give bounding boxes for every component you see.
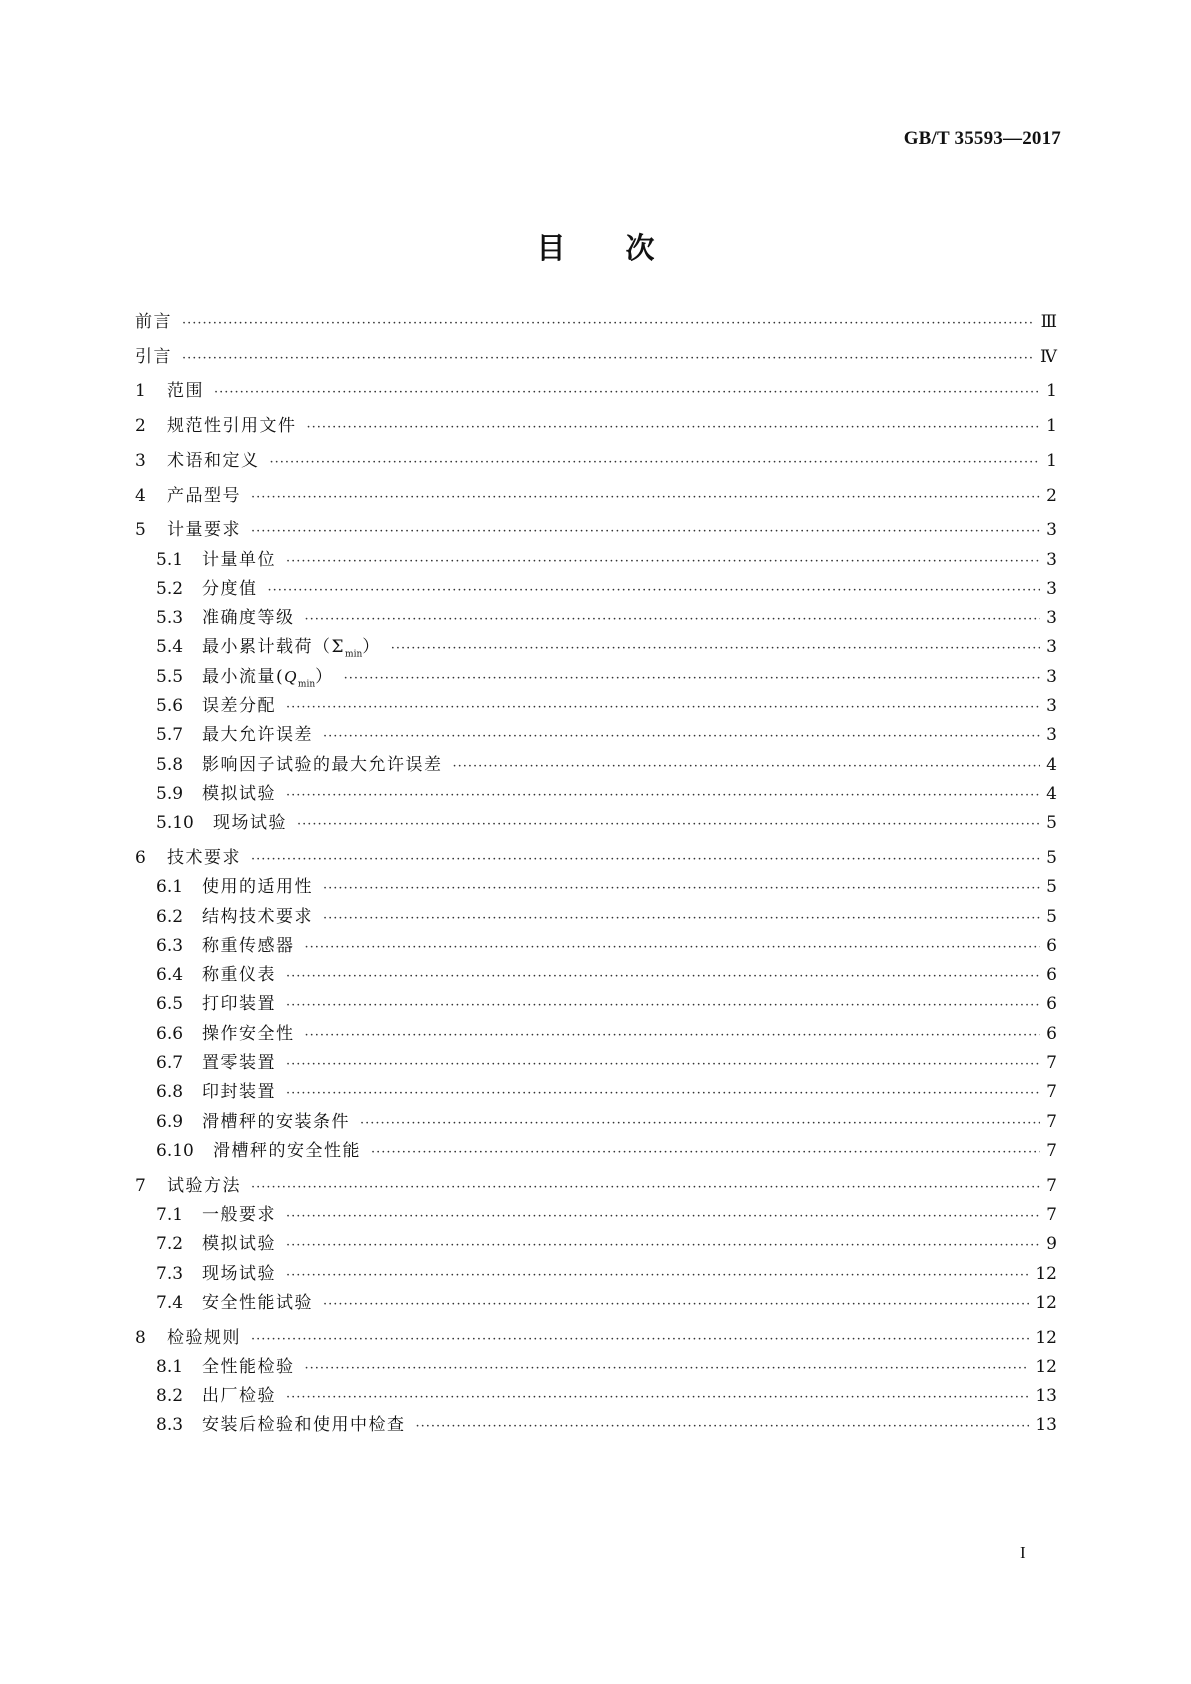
toc-entry-number: 6.7 bbox=[156, 1053, 184, 1073]
toc-entry-label bbox=[167, 518, 241, 542]
toc-entry-label-text: 计量要求 bbox=[167, 520, 241, 541]
toc-entry-label-text: 计量单位 bbox=[202, 549, 276, 570]
toc-entry-number: 6.3 bbox=[156, 935, 184, 956]
toc-entry-number: 6.4 bbox=[156, 965, 184, 986]
toc-entry-label-text: 置零装置 bbox=[202, 1053, 276, 1073]
toc-entry-page: 4 bbox=[1046, 754, 1057, 775]
dot-leader bbox=[286, 1234, 1040, 1258]
toc-entry-page: 3 bbox=[1046, 637, 1057, 658]
toc-entry-number: 6.2 bbox=[156, 906, 184, 927]
toc-entry-label bbox=[167, 449, 260, 473]
toc-entry-label-text: 试验方法 bbox=[167, 1175, 241, 1196]
toc-entry-number: 7.1 bbox=[156, 1204, 184, 1225]
toc-entry-number: 5.3 bbox=[156, 608, 184, 629]
toc-entry-number: 7.4 bbox=[156, 1292, 184, 1313]
toc-entry-label bbox=[202, 1413, 406, 1437]
page-title: 目次 bbox=[536, 231, 715, 265]
toc-entry[interactable] bbox=[135, 606, 1057, 630]
dot-leader bbox=[305, 1357, 1030, 1381]
toc-entry-page: 12 bbox=[1035, 1327, 1057, 1348]
toc-entry-label-text: 最小流量( bbox=[202, 666, 285, 687]
toc-entry-page: 13 bbox=[1035, 1415, 1057, 1436]
dot-leader bbox=[371, 1141, 1040, 1165]
dot-leader bbox=[286, 1082, 1040, 1106]
toc-entry-label bbox=[202, 1110, 350, 1134]
toc-entry-label bbox=[167, 379, 204, 403]
dot-leader bbox=[344, 667, 1041, 691]
toc-entry[interactable] bbox=[135, 379, 1057, 403]
toc-entry-label bbox=[202, 1203, 276, 1227]
toc-entry-number: 5.2 bbox=[156, 578, 184, 599]
toc-entry-page: 5 bbox=[1046, 813, 1057, 834]
toc-entry-label bbox=[202, 753, 443, 777]
toc-entry-number: 5.8 bbox=[156, 754, 184, 775]
toc-entry-page: 6 bbox=[1046, 994, 1057, 1015]
toc-entry-label bbox=[135, 310, 172, 334]
toc-entry-number: 5.7 bbox=[156, 725, 184, 746]
toc-entry-label-suffix: ） bbox=[362, 637, 381, 658]
toc-entry-label bbox=[202, 782, 276, 806]
toc-entry-label-text: 操作安全性 bbox=[202, 1023, 295, 1044]
dot-leader bbox=[305, 936, 1041, 960]
toc-entry-label-text: 称重仪表 bbox=[202, 965, 276, 986]
toc-entry-page: 1 bbox=[1046, 416, 1057, 437]
toc-entry-label-text: 检验规则 bbox=[167, 1327, 241, 1348]
toc-entry-page: 12 bbox=[1035, 1356, 1057, 1377]
toc-entry-number: 7.3 bbox=[156, 1263, 184, 1284]
toc-entry-number: 8.2 bbox=[156, 1386, 184, 1407]
toc-entry-label-text: 使用的适用性 bbox=[202, 877, 313, 898]
toc-entry[interactable] bbox=[135, 875, 1057, 899]
toc-entry-number: 8 bbox=[135, 1327, 146, 1348]
toc-entry-page: 4 bbox=[1046, 783, 1057, 804]
dot-leader bbox=[307, 416, 1041, 440]
toc-entry-label-text: 引言 bbox=[135, 346, 172, 367]
toc-entry-page: 3 bbox=[1046, 549, 1057, 570]
toc-entry[interactable] bbox=[135, 1413, 1057, 1437]
toc-entry[interactable] bbox=[135, 905, 1057, 929]
toc-entry-number: 5.4 bbox=[156, 637, 184, 658]
dot-leader bbox=[323, 1293, 1029, 1317]
dot-leader bbox=[251, 848, 1040, 872]
toc-entry-page: 5 bbox=[1046, 906, 1057, 927]
toc-entry[interactable] bbox=[135, 1080, 1057, 1104]
toc-entry-symbol: Q bbox=[284, 666, 298, 686]
toc-entry[interactable] bbox=[135, 1110, 1057, 1134]
toc-entry-number: 6.9 bbox=[156, 1111, 184, 1132]
toc-entry-number: 6 bbox=[135, 847, 146, 868]
toc-entry-label bbox=[202, 665, 334, 696]
toc-entry-label-text: 规范性引用文件 bbox=[167, 416, 297, 437]
toc-entry-number: 8.3 bbox=[156, 1415, 184, 1436]
dot-leader bbox=[323, 907, 1040, 931]
toc-entry-number: 4 bbox=[135, 485, 146, 506]
toc-entry-label-text: 称重传感器 bbox=[202, 935, 295, 956]
toc-entry[interactable] bbox=[135, 1291, 1057, 1315]
toc-entry-page: 2 bbox=[1046, 485, 1057, 506]
toc-entry[interactable] bbox=[135, 1384, 1057, 1408]
toc-entry-page: 3 bbox=[1046, 608, 1057, 629]
toc-entry-label bbox=[202, 1384, 276, 1408]
toc-entry-label-text: 模拟试验 bbox=[202, 1234, 276, 1255]
toc-entry-label bbox=[167, 846, 241, 870]
toc-entry-label bbox=[202, 635, 381, 666]
dot-leader bbox=[182, 312, 1035, 336]
toc-entry-number: 1 bbox=[135, 381, 146, 402]
toc-entry[interactable] bbox=[135, 414, 1057, 438]
toc-entry-page: 3 bbox=[1046, 696, 1057, 716]
dot-leader bbox=[286, 784, 1040, 808]
toc-entry[interactable] bbox=[135, 449, 1057, 473]
toc-entry-number: 5.1 bbox=[156, 549, 184, 570]
toc-entry-page: Ⅳ bbox=[1040, 346, 1057, 367]
toc-entry-number: 6.6 bbox=[156, 1023, 184, 1044]
toc-entry-label-text: 误差分配 bbox=[202, 696, 276, 716]
toc-entry-page: 1 bbox=[1046, 450, 1057, 471]
toc-entry-label bbox=[167, 414, 297, 438]
dot-leader bbox=[251, 520, 1040, 544]
dot-leader bbox=[251, 1328, 1029, 1352]
dot-leader bbox=[391, 637, 1040, 661]
toc-entry-number: 6.1 bbox=[156, 877, 184, 898]
toc-entry-number: 5 bbox=[135, 520, 146, 541]
dot-leader bbox=[286, 696, 1040, 720]
toc-entry-subscript: min bbox=[345, 649, 363, 660]
toc-entry[interactable] bbox=[135, 1326, 1057, 1350]
dot-leader bbox=[286, 550, 1040, 574]
toc-entry-page: 6 bbox=[1046, 1023, 1057, 1044]
toc-entry-label bbox=[213, 811, 287, 835]
toc-entry[interactable] bbox=[135, 1355, 1057, 1379]
toc-entry[interactable] bbox=[135, 484, 1057, 508]
toc-entry-label bbox=[202, 723, 313, 747]
dot-leader bbox=[305, 608, 1041, 632]
toc-entry[interactable] bbox=[135, 577, 1057, 601]
toc-entry-number: 3 bbox=[135, 450, 146, 471]
toc-entry-page: 7 bbox=[1046, 1082, 1057, 1103]
toc-entry[interactable] bbox=[135, 548, 1057, 572]
toc-entry-label-text: 安装后检验和使用中检查 bbox=[202, 1415, 406, 1436]
dot-leader bbox=[323, 725, 1040, 749]
toc-entry-label bbox=[167, 1174, 241, 1198]
dot-leader bbox=[286, 994, 1040, 1018]
toc-entry[interactable] bbox=[135, 811, 1057, 835]
toc-entry[interactable] bbox=[135, 694, 1057, 718]
toc-entry[interactable] bbox=[135, 518, 1057, 542]
toc-entry[interactable] bbox=[135, 635, 1057, 659]
dot-leader bbox=[286, 1053, 1040, 1077]
toc-entry-page: 12 bbox=[1035, 1263, 1057, 1284]
toc-entry-label bbox=[202, 694, 276, 718]
toc-entry[interactable] bbox=[135, 1262, 1057, 1286]
toc-entry[interactable] bbox=[135, 1139, 1057, 1163]
toc-entry-page: 7 bbox=[1046, 1053, 1057, 1073]
dot-leader bbox=[286, 1264, 1029, 1288]
dot-leader bbox=[323, 877, 1040, 901]
toc-entry-label-text: 滑槽秤的安全性能 bbox=[213, 1140, 361, 1161]
toc-entry[interactable] bbox=[135, 1051, 1057, 1075]
dot-leader bbox=[360, 1112, 1040, 1136]
standard-number: GB/T 35593—2017 bbox=[903, 128, 1061, 149]
toc-entry-number: 6.8 bbox=[156, 1082, 184, 1103]
toc-entry-label bbox=[202, 1080, 276, 1104]
dot-leader bbox=[416, 1415, 1030, 1439]
toc-entry-label bbox=[167, 484, 241, 508]
toc-entry-label-suffix: ） bbox=[315, 666, 334, 687]
toc-entry[interactable] bbox=[135, 1232, 1057, 1256]
toc-entry-label-text: 全性能检验 bbox=[202, 1356, 295, 1377]
toc-entry-page: 3 bbox=[1046, 578, 1057, 599]
toc-entry-label bbox=[213, 1139, 361, 1163]
dot-leader bbox=[182, 347, 1034, 371]
toc-entry-number: 5.6 bbox=[156, 696, 184, 716]
toc-entry-number: 5.10 bbox=[156, 813, 194, 834]
toc-entry[interactable] bbox=[135, 934, 1057, 958]
toc-entry-label-text: 现场试验 bbox=[213, 813, 287, 834]
toc-entry-label bbox=[202, 1262, 276, 1286]
toc-entry-label-text: 影响因子试验的最大允许误差 bbox=[202, 754, 443, 775]
page-number: I bbox=[1020, 1543, 1026, 1562]
toc-entry-number: 7.2 bbox=[156, 1234, 184, 1255]
toc-entry[interactable] bbox=[135, 345, 1057, 369]
toc-entry-page: 3 bbox=[1046, 666, 1057, 687]
dot-leader bbox=[286, 1205, 1040, 1229]
toc-entry-page: 7 bbox=[1046, 1175, 1057, 1196]
toc-entry[interactable] bbox=[135, 723, 1057, 747]
toc-entry-label-text: 准确度等级 bbox=[202, 608, 295, 629]
toc-entry-label bbox=[202, 606, 295, 630]
toc-entry[interactable] bbox=[135, 1174, 1057, 1198]
toc-entry-subscript: min bbox=[297, 679, 316, 690]
toc-entry[interactable] bbox=[135, 992, 1057, 1016]
toc-entry-number: 5.5 bbox=[156, 666, 184, 687]
toc-entry-label-text: 分度值 bbox=[202, 578, 258, 599]
toc-entry-page: 5 bbox=[1046, 877, 1057, 898]
toc-entry-page: 13 bbox=[1035, 1386, 1057, 1407]
toc-entry-label-text: 现场试验 bbox=[202, 1263, 276, 1284]
dot-leader bbox=[214, 381, 1040, 405]
toc-entry[interactable] bbox=[135, 1203, 1057, 1227]
toc-entry-page: 9 bbox=[1046, 1234, 1057, 1255]
toc-entry-label bbox=[202, 905, 313, 929]
toc-entry[interactable] bbox=[135, 753, 1057, 777]
dot-leader bbox=[270, 451, 1041, 475]
toc-entry-label bbox=[202, 1051, 276, 1075]
toc-entry-number: 6.5 bbox=[156, 994, 184, 1015]
toc-entry-page: 7 bbox=[1046, 1111, 1057, 1132]
toc-entry-label-text: 安全性能试验 bbox=[202, 1292, 313, 1313]
toc-entry-number: 7 bbox=[135, 1175, 146, 1196]
toc-entry-page: 1 bbox=[1046, 381, 1057, 402]
toc-entry-label-text: 结构技术要求 bbox=[202, 906, 313, 927]
toc-entry-number: 2 bbox=[135, 416, 146, 437]
toc-entry-label bbox=[202, 1355, 295, 1379]
toc-entry-label-text: 打印装置 bbox=[202, 994, 276, 1015]
toc-entry[interactable] bbox=[135, 1022, 1057, 1046]
toc-entry[interactable] bbox=[135, 782, 1057, 806]
dot-leader bbox=[297, 813, 1040, 837]
toc-entry-label bbox=[202, 1291, 313, 1315]
toc-entry-number: 5.9 bbox=[156, 783, 184, 804]
toc-entry-page: 5 bbox=[1046, 847, 1057, 868]
toc-entry[interactable] bbox=[135, 665, 1057, 689]
toc-entry-number: 8.1 bbox=[156, 1356, 184, 1377]
toc-entry-label-text: 滑槽秤的安装条件 bbox=[202, 1111, 350, 1132]
toc-entry-label bbox=[202, 1232, 276, 1256]
toc-entry-label-text: 印封装置 bbox=[202, 1082, 276, 1103]
toc-entry-page: 3 bbox=[1046, 725, 1057, 746]
toc-entry-label bbox=[202, 1022, 295, 1046]
dot-leader bbox=[251, 1176, 1040, 1200]
toc-entry-page: 6 bbox=[1046, 935, 1057, 956]
toc-entry-page: Ⅲ bbox=[1040, 312, 1057, 332]
toc-entry-label bbox=[202, 577, 258, 601]
toc-entry[interactable] bbox=[135, 963, 1057, 987]
toc-entry-label-text: 最大允许误差 bbox=[202, 725, 313, 746]
toc-entry-page: 6 bbox=[1046, 965, 1057, 986]
toc-entry[interactable] bbox=[135, 310, 1057, 334]
toc-entry-label-text: 前言 bbox=[135, 312, 172, 332]
dot-leader bbox=[305, 1024, 1041, 1048]
toc-entry-label bbox=[202, 992, 276, 1016]
toc-entry-label-text: 产品型号 bbox=[167, 485, 241, 506]
dot-leader bbox=[251, 486, 1040, 510]
toc-entry-label-text: 一般要求 bbox=[202, 1204, 276, 1225]
toc-entry-label-text: 出厂检验 bbox=[202, 1386, 276, 1407]
toc-entry-label-text: 范围 bbox=[167, 381, 204, 402]
toc-entry-label-text: 术语和定义 bbox=[167, 450, 260, 471]
toc-entry-label bbox=[202, 548, 276, 572]
toc-entry-label bbox=[202, 875, 313, 899]
dot-leader bbox=[453, 755, 1041, 779]
toc-entry-label bbox=[167, 1326, 241, 1350]
dot-leader bbox=[286, 965, 1040, 989]
toc-entry-label bbox=[202, 934, 295, 958]
toc-entry-label-text: 最小累计载荷（Σ bbox=[202, 637, 346, 658]
toc-entry-label-text: 模拟试验 bbox=[202, 783, 276, 804]
toc-entry-page: 7 bbox=[1046, 1204, 1057, 1225]
dot-leader bbox=[286, 1386, 1029, 1410]
toc-entry-label-text: 技术要求 bbox=[167, 847, 241, 868]
dot-leader bbox=[268, 579, 1041, 603]
toc-entry-page: 3 bbox=[1046, 520, 1057, 541]
toc-entry-label bbox=[202, 963, 276, 987]
toc-entry-page: 7 bbox=[1046, 1140, 1057, 1161]
toc-entry-number: 6.10 bbox=[156, 1140, 194, 1161]
toc-entry[interactable] bbox=[135, 846, 1057, 870]
toc-entry-label bbox=[135, 345, 172, 369]
toc-entry-page: 12 bbox=[1035, 1292, 1057, 1313]
